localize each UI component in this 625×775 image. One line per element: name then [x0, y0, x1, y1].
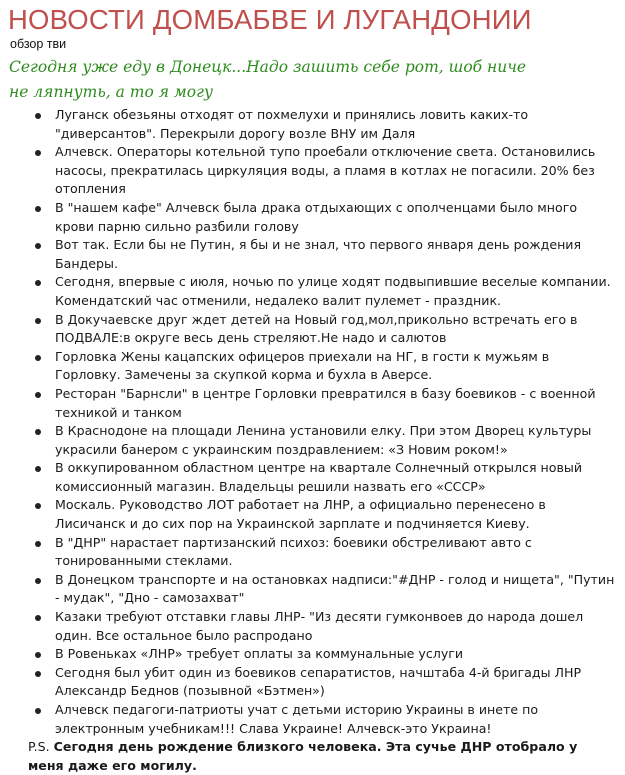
bullet-icon [35, 541, 41, 547]
list-item [0, 496, 625, 533]
postscript-label: P.S. [28, 739, 50, 754]
list-item [0, 534, 625, 571]
bullet-icon [35, 150, 41, 156]
list-item-text: В Краснодоне на площади Ленина установили елку. При этом Дворец культуры украсили банером с украинским поздравлением: «З Новим роком!» [55, 423, 592, 457]
list-item-text: В "ДНР" нарастает партизанский психоз: боевики обстреливают авто с тонированными стеклами. [55, 534, 532, 569]
bullet-icon [35, 355, 41, 361]
list-item [0, 571, 625, 608]
list-item [0, 664, 625, 701]
bullet-icon [35, 708, 41, 714]
list-item-text: В оккупированном областном центре на квартале Солнечный открылся новый комиссионный магазин. Владельцы решили назвать его «СССР» [55, 460, 583, 494]
list-item-text: Москаль. Руководство ЛОТ работает на ЛНР, а официально перенесено в Лисичанск и до сих пор на Украинской зарплате и подчиняется Киеву. [55, 497, 546, 532]
list-item [0, 199, 625, 236]
list-item [0, 311, 625, 348]
bullet-icon [35, 318, 41, 324]
bullet-icon [35, 466, 41, 472]
list-item [0, 273, 625, 310]
bullet-icon [35, 392, 41, 398]
list-item [0, 422, 625, 459]
list-item-text: Вот так. Если бы не Путин, я бы и не знал, что первого января день рождения Бандеры. [55, 237, 582, 271]
list-item [0, 236, 625, 273]
bullet-icon [35, 503, 41, 509]
list-item-text: Алчевск. Операторы котельной тупо проебали отключение света. Остановились насосы, прекратилась циркуляция воды, а пламя в котлах не погасили. 20% без отопления [55, 144, 596, 197]
list-item [0, 348, 625, 385]
page-subtitle: обзор тви [10, 37, 67, 51]
page-title: НОВОСТИ ДОМБАБВЕ И ЛУГАНДОНИИ [8, 4, 532, 35]
list-item [0, 106, 625, 143]
list-item-text: Луганск обезьяны отходят от похмелухи и принялись ловить каких-то "диверсантов". Перекрыли дорогу возле ВНУ им Даля [55, 107, 529, 141]
bullet-icon [35, 206, 41, 212]
list-item [0, 608, 625, 645]
news-list [0, 106, 625, 738]
list-item-text: В Донецком транспорте и на остановках надписи:"#ДНР - голод и нищета", "Путин - мудак", "Дно - самозахват" [55, 571, 615, 606]
quote-text: Сегодня уже еду в Донецк...Надо зашить себе рот, шоб ниче не ляпнуть, а то я могу [9, 58, 527, 101]
bullet-icon [35, 671, 41, 677]
list-item-text: В "нашем кафе" Алчевск была драка отдыхающих с ополченцами было много крови парню сильно разбили голову [55, 199, 578, 234]
list-item-text: Казаки требуют отставки главы ЛНР- "Из десяти гумконвоев до народа дошел один. Все остальное было распродано [55, 609, 584, 643]
list-item-text: Сегодня, впервые с июля, ночью по улице ходят подвыпившие веселые компании. Комендатский час отменили, недалеко валит пулемет - праздник. [55, 274, 611, 308]
list-item [0, 701, 625, 738]
list-item-text: Сегодня был убит один из боевиков сепаратистов, начштаба 4-й бригады ЛНР Александр Беднов (позывной «Бэтмен») [55, 664, 582, 699]
bullet-icon [35, 615, 41, 621]
bullet-icon [35, 280, 41, 286]
postscript [28, 738, 613, 775]
bullet-icon [35, 243, 41, 249]
list-item [0, 385, 625, 422]
list-item [0, 645, 625, 664]
bullet-icon [35, 429, 41, 435]
list-item [0, 459, 625, 496]
bullet-icon [35, 578, 41, 584]
list-item [0, 143, 625, 199]
list-item-text: Ресторан "Барнсли" в центре Горловки превратился в базу боевиков - с военной техникой и танком [55, 385, 596, 420]
list-item-text: Алчевск педагоги-патриоты учат с детьми историю Украины в инете по электронным учебникам!!! Слава Украине! Алчевск-это Украина! [55, 702, 539, 736]
list-item-text: В Докучаевске друг ждет детей на Новый год,мол,прикольно встречать его в ПОДВАЛЕ:в округе весь день стреляют.Не надо и салютов [55, 311, 578, 346]
list-item-text: Горловка Жены кацапских офицеров приехали на НГ, в гости к мужьям в Горловку. Замечены за скупкой корма и бухла в Аверсе. [55, 348, 550, 383]
bullet-icon [35, 113, 41, 119]
list-item-text: В Ровеньках «ЛНР» требует оплаты за коммунальные услуги [55, 646, 464, 662]
bullet-icon [35, 652, 41, 658]
postscript-text: Сегодня день рождение близкого человека. Эта сучье ДНР отобрало у меня даже его могилу. [28, 739, 578, 773]
